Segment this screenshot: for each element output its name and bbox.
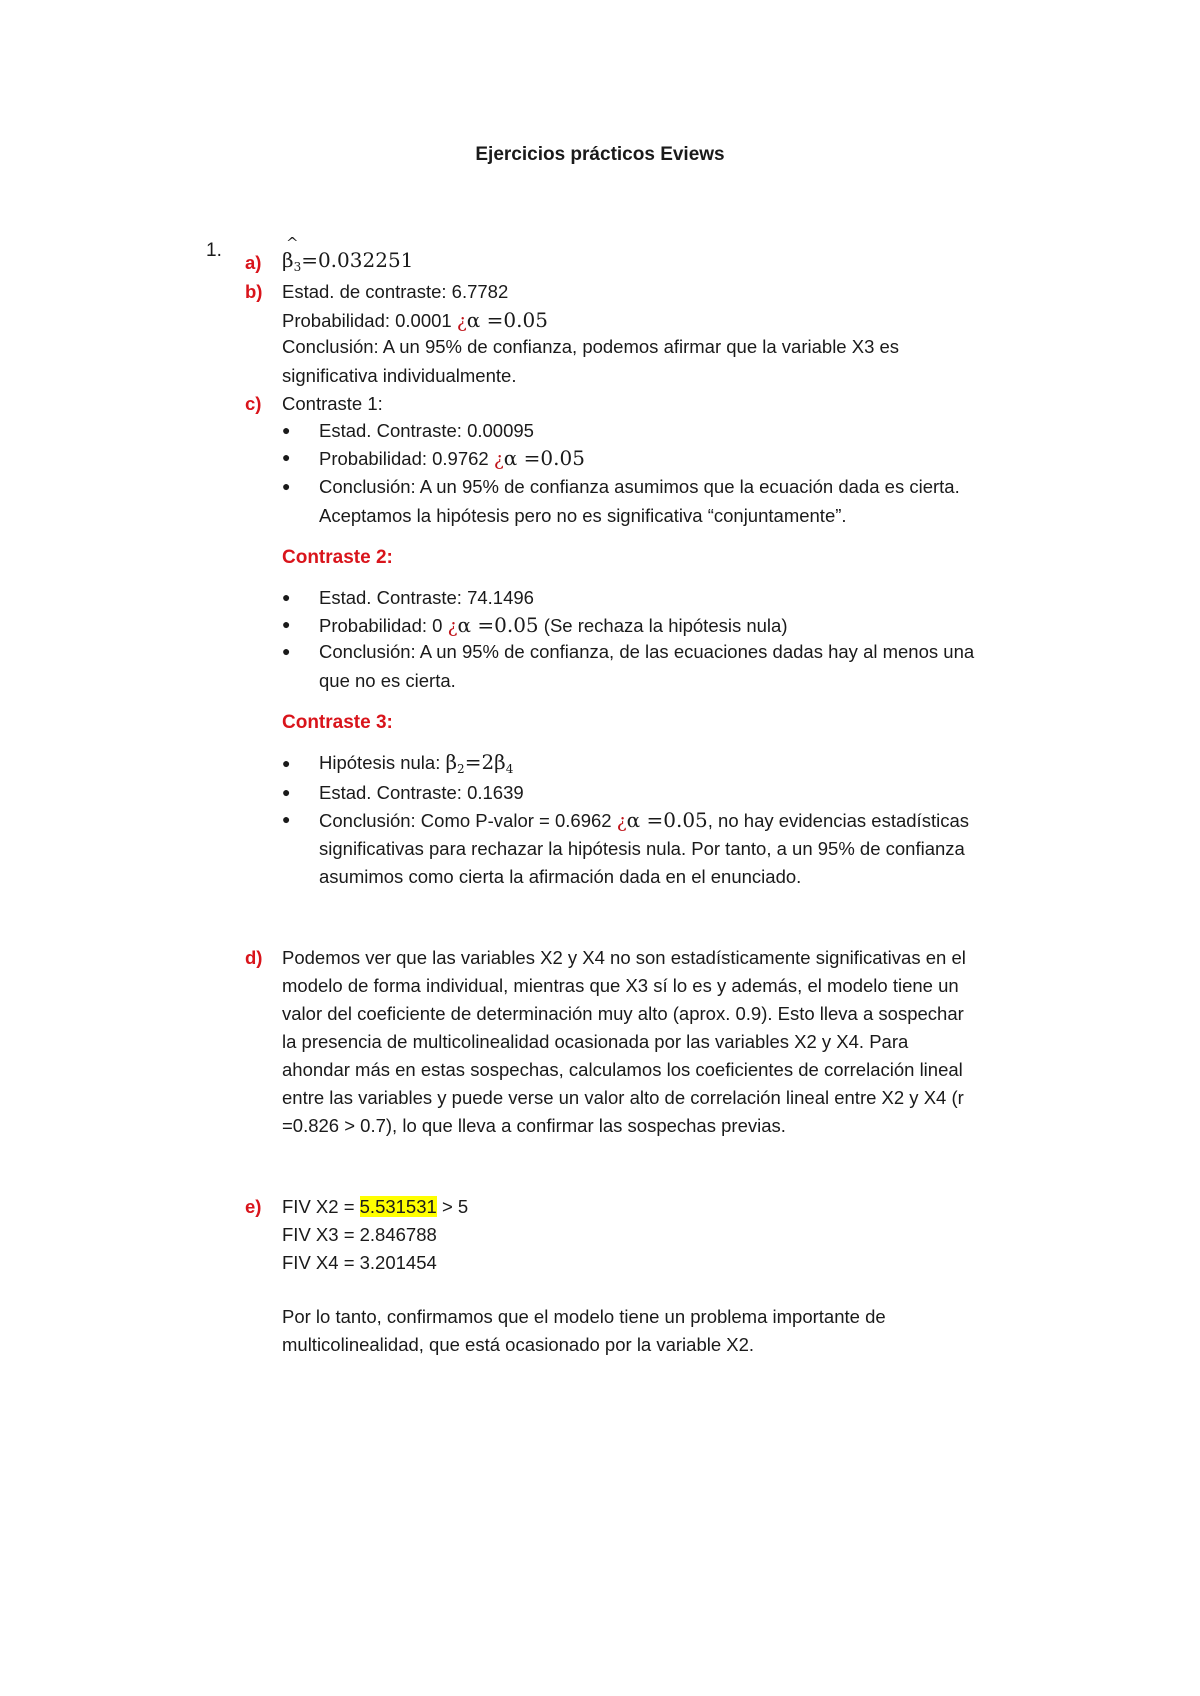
- document-title: Ejercicios prácticos Eviews: [475, 144, 725, 165]
- label-e: e): [245, 1196, 262, 1217]
- exercise-number: 1.: [206, 240, 222, 261]
- c2-conclusion-1: Conclusión: A un 95% de confianza, de las ecuaciones dadas hay al menos una: [319, 641, 975, 662]
- bullet-icon: ●: [282, 784, 291, 800]
- b-conclusion-1: Conclusión: A un 95% de confianza, podemos afirmar que la variable X3 es: [282, 336, 900, 357]
- label-b: b): [245, 281, 263, 302]
- beta-hat: ^ β: [282, 248, 294, 272]
- e-conclusion-2: multicolinealidad, que está ocasionado por la variable X2.: [282, 1334, 755, 1355]
- d-line-1: Podemos ver que las variables X2 y X4 no son estadísticamente significativas en el: [282, 947, 966, 968]
- c1-prob: Probabilidad: 0.9762 ¿α =0.05: [319, 446, 585, 470]
- bullet-icon: ●: [282, 755, 291, 771]
- bullet-icon: ●: [282, 589, 291, 605]
- b-prob: Probabilidad: 0.0001 ¿α =0.05: [282, 308, 548, 332]
- fiv-x2-highlight: 5.531531: [359, 1196, 437, 1217]
- bullet-icon: ●: [282, 643, 291, 659]
- d-line-7: =0.826 > 0.7), lo que lleva a confirmar las sospechas previas.: [282, 1115, 786, 1136]
- fiv-x4: FIV X4 = 3.201454: [282, 1252, 437, 1273]
- contraste2-heading: Contraste 2:: [282, 547, 393, 568]
- d-line-4: la presencia de multicolinealidad ocasionada por las variables X2 y X4. Para: [282, 1031, 909, 1052]
- c1-stat: Estad. Contraste: 0.00095: [319, 420, 534, 441]
- bullet-icon: ●: [282, 478, 291, 494]
- c3-conclusion-1: Conclusión: Como P-valor = 0.6962 ¿α =0.05, no hay evidencias estadísticas: [319, 808, 969, 832]
- c1-conclusion-2: Aceptamos la hipótesis pero no es significativa “conjuntamente”.: [319, 505, 847, 526]
- contraste1-heading: Contraste 1:: [282, 393, 383, 414]
- bullet-icon: ●: [282, 449, 291, 465]
- c3-conclusion-2: significativas para rechazar la hipótesis nula. Por tanto, a un 95% de confianza: [319, 838, 965, 859]
- d-line-5: ahondar más en estas sospechas, calculamos los coeficientes de correlación lineal: [282, 1059, 963, 1080]
- fiv-x2: FIV X2 = 5.531531 > 5: [282, 1196, 469, 1217]
- contraste3-heading: Contraste 3:: [282, 712, 393, 733]
- fiv-x3: FIV X3 = 2.846788: [282, 1224, 437, 1245]
- d-line-2: modelo de forma individual, mientras que X3 sí lo es y además, el modelo tiene un: [282, 975, 959, 996]
- b-stat: Estad. de contraste: 6.7782: [282, 281, 509, 302]
- c2-stat: Estad. Contraste: 74.1496: [319, 587, 534, 608]
- bullet-icon: ●: [282, 616, 291, 632]
- bullet-icon: ●: [282, 422, 291, 438]
- c3-conclusion-3: asumimos como cierta la afirmación dada en el enunciado.: [319, 866, 802, 887]
- answer-a: ^ $\beta_3=0.032251$: [282, 248, 413, 274]
- e-conclusion-1: Por lo tanto, confirmamos que el modelo tiene un problema importante de: [282, 1306, 886, 1327]
- d-line-3: valor del coeficiente de determinación muy alto (aprox. 0.9). Esto lleva a sospechar: [282, 1003, 964, 1024]
- d-line-6: entre las variables y puede verse un valor alto de correlación lineal entre X2 y X4 (r: [282, 1087, 964, 1108]
- label-d: d): [245, 947, 263, 968]
- label-c: c): [245, 393, 262, 414]
- c3-stat: Estad. Contraste: 0.1639: [319, 782, 524, 803]
- c3-hypothesis: Hipótesis nula: $\beta_2=2\beta_4$: [319, 750, 514, 776]
- bullet-icon: ●: [282, 811, 291, 827]
- c1-conclusion-1: Conclusión: A un 95% de confianza asumimos que la ecuación dada es cierta.: [319, 476, 960, 497]
- b-conclusion-2: significativa individualmente.: [282, 365, 517, 386]
- label-a: a): [245, 252, 262, 273]
- c2-conclusion-2: que no es cierta.: [319, 670, 456, 691]
- c2-prob: Probabilidad: 0 ¿α =0.05 (Se rechaza la hipótesis nula): [319, 613, 788, 637]
